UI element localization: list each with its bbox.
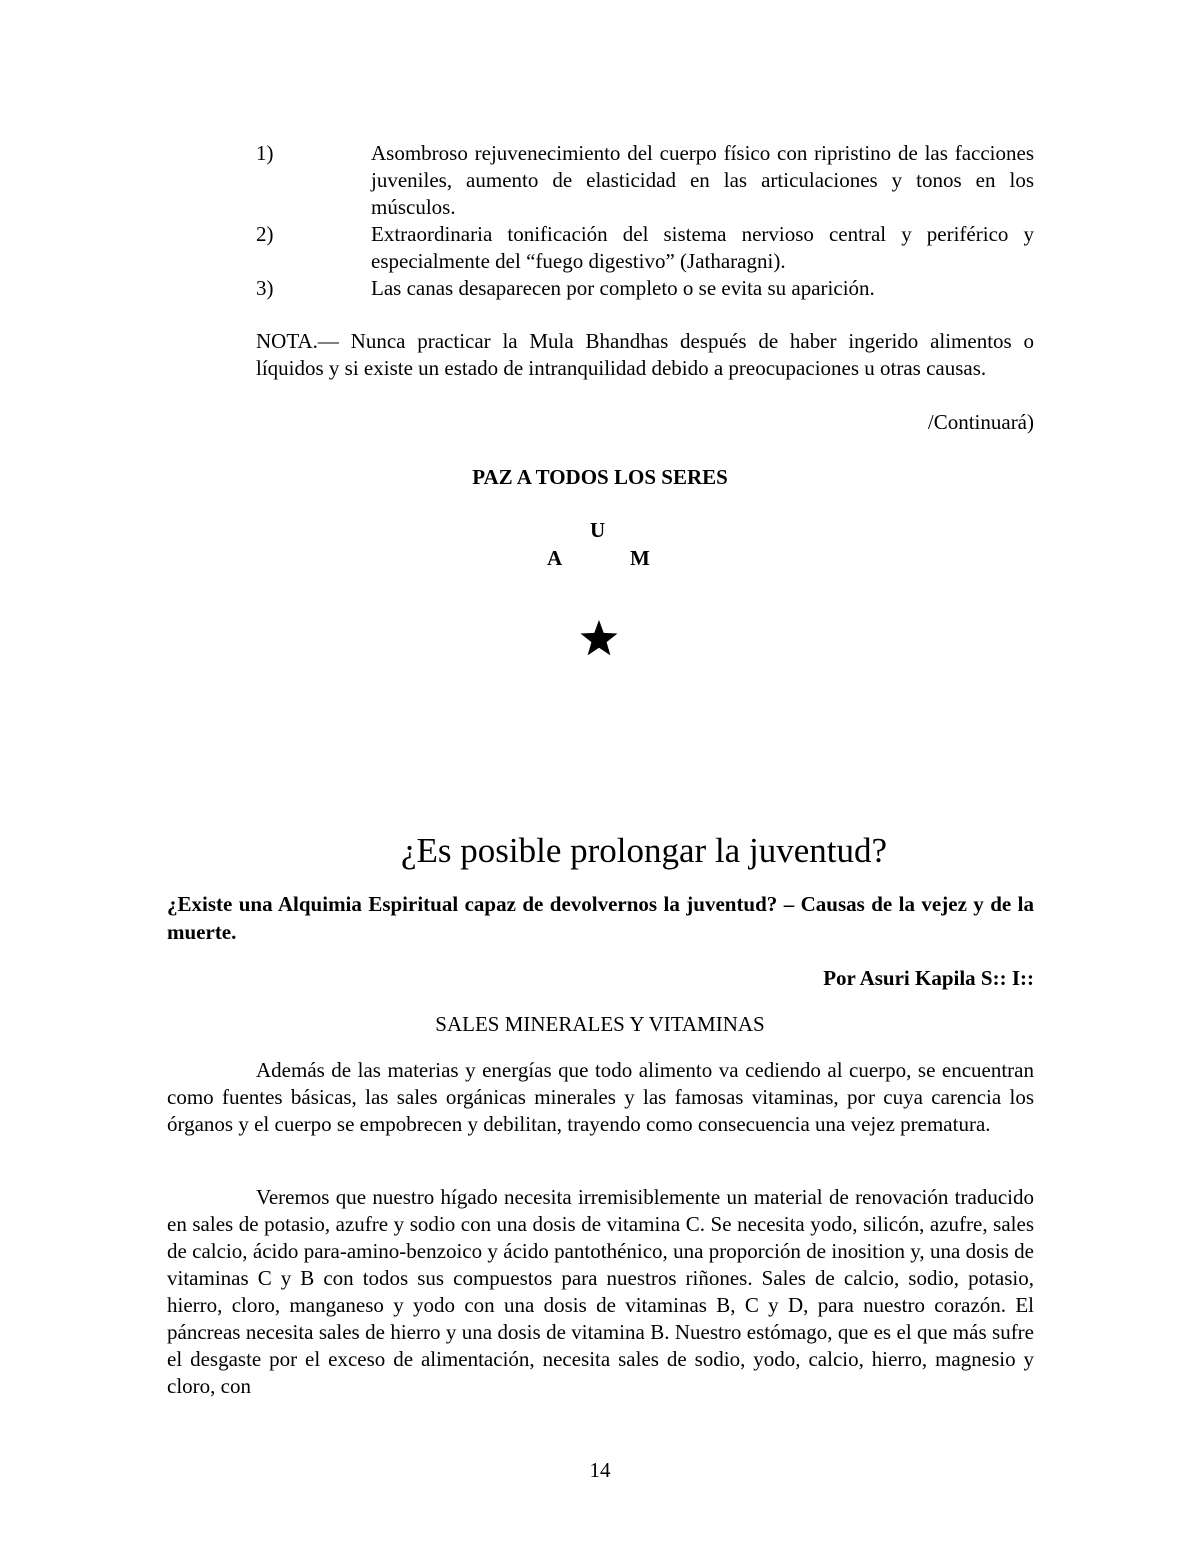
- note-paragraph: NOTA.— Nunca practicar la Mula Bhandhas después de haber ingerido alimentos o líquidos y si existe un estado de intranquilidad debido a preocupaciones u otras causas.: [256, 329, 1034, 380]
- aum-letter-a: A: [547, 546, 563, 570]
- list-item-text: Extraordinaria tonificación del sistema nervioso central y periférico y especialmente del “fuego digestivo” (Jatharagni).: [371, 222, 1034, 273]
- list-item-text: Las canas desaparecen por completo o se evita su aparición.: [371, 276, 875, 300]
- body-paragraph: Veremos que nuestro hígado necesita irremisiblemente un material de renovación traducido en sales de potasio, azufre y sodio con una dosis de vitamina C. Se necesita yodo, silicón, azufre, sales de calcio, ácido para-amino-benzoico y ácido pantothénico, una proporción de inosition y, una dosis de vitaminas C y B con todos sus compuestos para nuestros riñones. Sales de calcio, sodio, potasio, hierro, cloro, manganeso y yodo con una dosis de vitaminas B, C y D, para nuestro corazón. El páncreas necesita sales de hierro y una dosis de vitamina B. Nuestro estómago, que es el que más sufre el desgaste por el exceso de alimentación, necesita sales de sodio, yodo, calcio, hierro, magnesio y cloro, con: [167, 1185, 1034, 1398]
- list-item: [256, 140, 1034, 221]
- list-item-number: 1): [256, 141, 274, 165]
- aum-letter-m: M: [630, 546, 650, 570]
- list-item: [256, 221, 1034, 275]
- star-icon: [579, 618, 619, 658]
- page-number: 14: [589, 1458, 611, 1482]
- article-title: ¿Es posible prolongar la juventud?: [401, 831, 887, 870]
- benefits-list: [256, 140, 1034, 302]
- body-paragraph: Además de las materias y energías que todo alimento va cediendo al cuerpo, se encuentran como fuentes básicas, las sales orgánicas minerales y las famosas vitaminas, por cuya carencia los órganos y el cuerpo se empobrecen y debilitan, trayendo como consecuencia una vejez prematura.: [167, 1058, 1034, 1136]
- continuation-marker: /Continuará): [927, 410, 1034, 434]
- list-item-number: 3): [256, 276, 274, 300]
- aum-letter-u: U: [590, 518, 606, 542]
- article-subtitle: ¿Existe una Alquimia Espiritual capaz de devolvernos la juventud? – Causas de la vejez y de la muerte.: [167, 892, 1034, 944]
- section-heading: SALES MINERALES Y VITAMINAS: [435, 1012, 765, 1036]
- list-item-number: 2): [256, 222, 274, 246]
- peace-heading: PAZ A TODOS LOS SERES: [472, 465, 728, 489]
- list-item: [256, 275, 1034, 302]
- list-item-text: Asombroso rejuvenecimiento del cuerpo físico con ripristino de las facciones juveniles, aumento de elasticidad en las articulaciones y tonos en los músculos.: [371, 141, 1034, 219]
- author-byline: Por Asuri Kapila S:: I::: [823, 966, 1034, 990]
